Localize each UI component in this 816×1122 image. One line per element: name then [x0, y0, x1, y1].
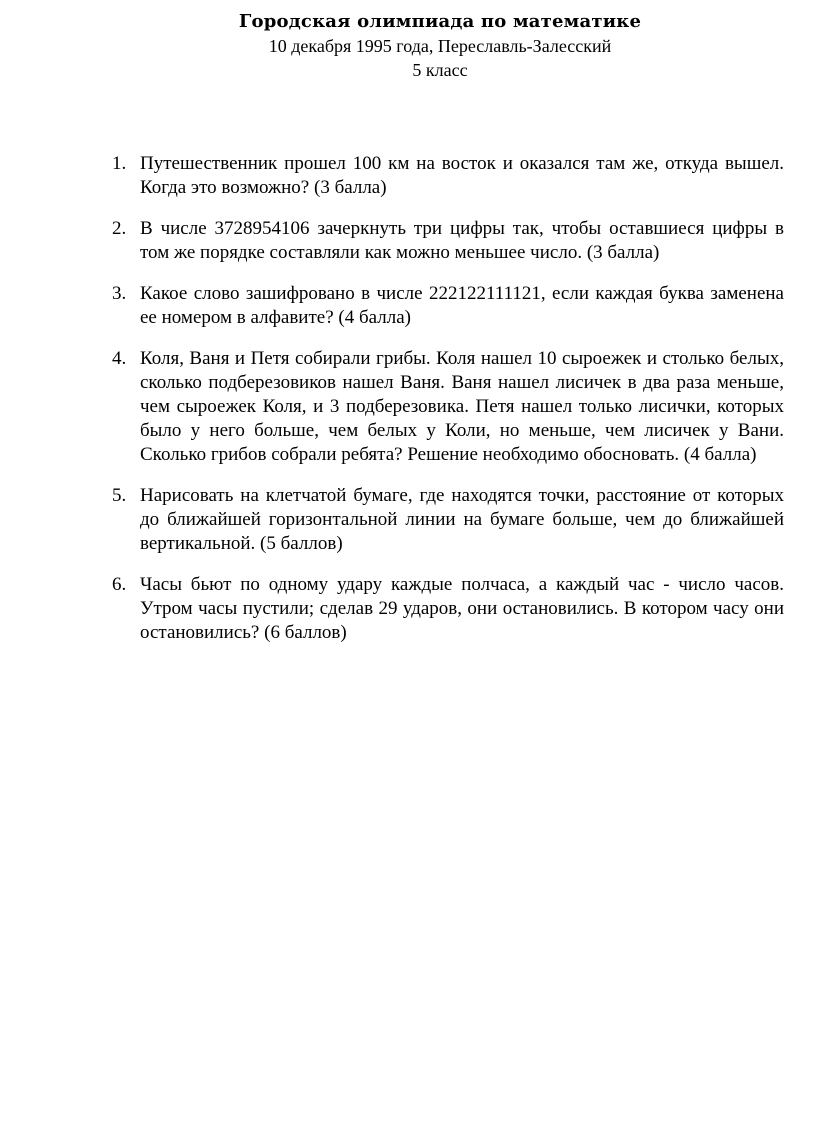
document-title: Городская олимпиада по математике	[238, 11, 642, 32]
problem-number: 2.	[112, 218, 127, 239]
document-header	[0, 10, 816, 82]
grade-label: 5 класс	[412, 60, 468, 80]
problem-number: 4.	[112, 348, 127, 369]
problem-item	[112, 152, 784, 200]
problem-text: Коля, Ваня и Петя собирали грибы. Коля нашел 10 сыроежек и столько белых, сколько подберезовиков нашел Ваня. Ваня нашел лисичек в два раза меньше, чем сыроежек Коля, и 3 подберезовика. Петя нашел только лисички, которых было у него больше, чем белых у Коли, но меньше, чем лисичек у Вани. Сколько грибов собрали ребята? Решение необходимо обосновать. (4 балла)	[140, 348, 784, 465]
problem-item	[112, 347, 784, 467]
problem-text: Часы бьют по одному удару каждые полчаса, а каждый час - число часов. Утром часы пустили; сделав 29 ударов, они остановились. В котором часу они остановились? (6 баллов)	[140, 574, 784, 643]
problem-text: В числе 3728954106 зачеркнуть три цифры так, чтобы оставшиеся цифры в том же порядке составляли как можно меньшее число. (3 балла)	[140, 218, 784, 263]
problem-number: 3.	[112, 283, 127, 304]
problem-number: 6.	[112, 574, 127, 595]
problem-number: 1.	[112, 153, 127, 174]
problem-text: Какое слово зашифровано в числе 222122111121, если каждая буква заменена ее номером в алфавите? (4 балла)	[140, 283, 784, 328]
problem-number: 5.	[112, 485, 127, 506]
problem-text: Путешественник прошел 100 км на восток и оказался там же, откуда вышел. Когда это возможно? (3 балла)	[140, 153, 784, 198]
problem-item	[112, 573, 784, 645]
document-subtitle: 10 декабря 1995 года, Переславль-Залесский	[268, 36, 612, 56]
problem-item	[112, 484, 784, 556]
problem-text: Нарисовать на клетчатой бумаге, где находятся точки, расстояние от которых до ближайшей горизонтальной линии на бумаге больше, чем до ближайшей вертикальной. (5 баллов)	[140, 485, 784, 554]
problem-item	[112, 217, 784, 265]
problem-list	[112, 152, 784, 662]
problem-item	[112, 282, 784, 330]
